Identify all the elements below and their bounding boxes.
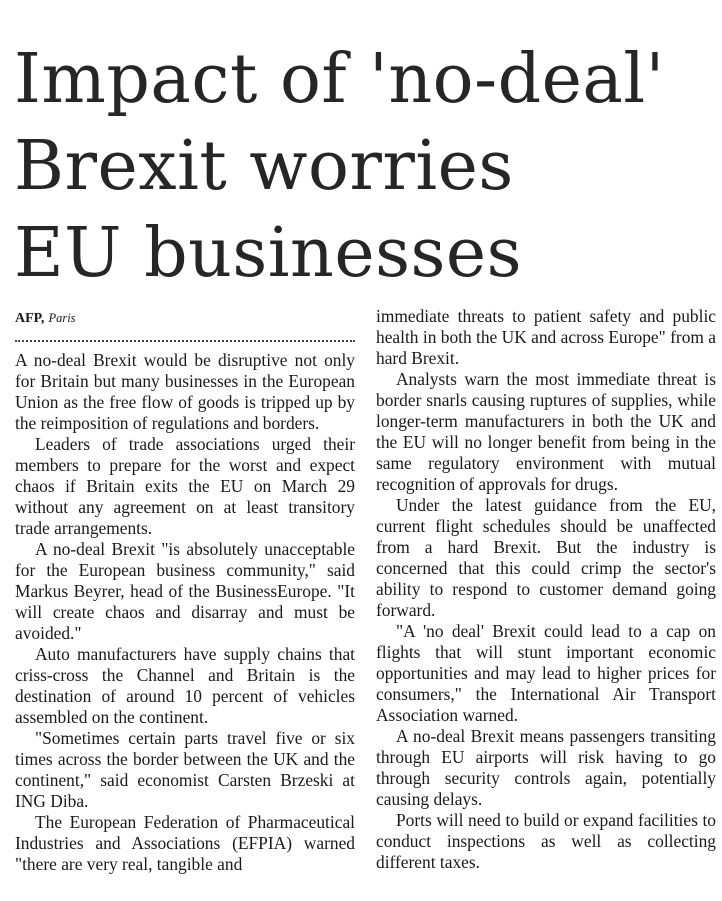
paragraph-5: "Sometimes certain parts travel five or six times across the border between the UK and the continent," said economist Carsten Brzeski at ING Diba. [15, 728, 355, 811]
headline-line-1: Impact of 'no-deal' [14, 40, 665, 119]
headline [14, 36, 714, 297]
paragraph-8: Under the latest guidance from the EU, current flight schedules should be unaffected from a hard Brexit. But the industry is concerned that this could crimp the sector's ability to respond to customer demand going forward. [376, 495, 716, 620]
byline-divider [15, 340, 355, 342]
paragraph-4: Auto manufacturers have supply chains that criss-cross the Channel and Britain is the destination of around 10 percent of vehicles assembled on the continent. [15, 644, 355, 727]
byline-city: Paris [48, 311, 76, 325]
paragraph-9: "A 'no deal' Brexit could lead to a cap on flights that will stunt important economic opportunities and may lead to higher prices for consumers," the International Air Transport Association warned. [376, 621, 716, 725]
article-column-right [376, 306, 716, 873]
paragraph-11: Ports will need to build or expand facilities to conduct inspections as well as collecting different taxes. [376, 810, 716, 872]
paragraph-7: Analysts warn the most immediate threat is border snarls causing ruptures of supplies, while longer-term manufacturers in both the UK and the EU will no longer benefit from being in the same regulatory environment with mutual recognition of approvals for drugs. [376, 369, 716, 494]
paragraph-10: A no-deal Brexit means passengers transiting through EU airports will risk having to go through security controls again, potentially causing delays. [376, 726, 716, 809]
paragraph-6: The European Federation of Pharmaceutical Industries and Associations (EFPIA) warned "there are very real, tangible and [15, 812, 355, 874]
headline-line-2: Brexit worries [14, 127, 514, 206]
paragraph-3: A no-deal Brexit "is absolutely unacceptable for the European business community," said Markus Beyrer, head of the BusinessEurope. "It will create chaos and disarray and must be avoided." [15, 539, 355, 643]
paragraph-1: A no-deal Brexit would be disruptive not only for Britain but many businesses in the European Union as the free flow of goods is tripped up by the reimposition of regulations and borders. [15, 350, 355, 433]
byline [15, 306, 355, 329]
article-column-left [15, 306, 355, 875]
byline-agency: AFP, [15, 311, 45, 326]
paragraph-2: Leaders of trade associations urged their members to prepare for the worst and expect chaos if Britain exits the EU on March 29 without any agreement on at least transitory trade arrangements. [15, 434, 355, 538]
headline-line-3: EU businesses [14, 214, 522, 293]
paragraph-6-continued: immediate threats to patient safety and public health in both the UK and across Europe" from a hard Brexit. [376, 306, 716, 368]
